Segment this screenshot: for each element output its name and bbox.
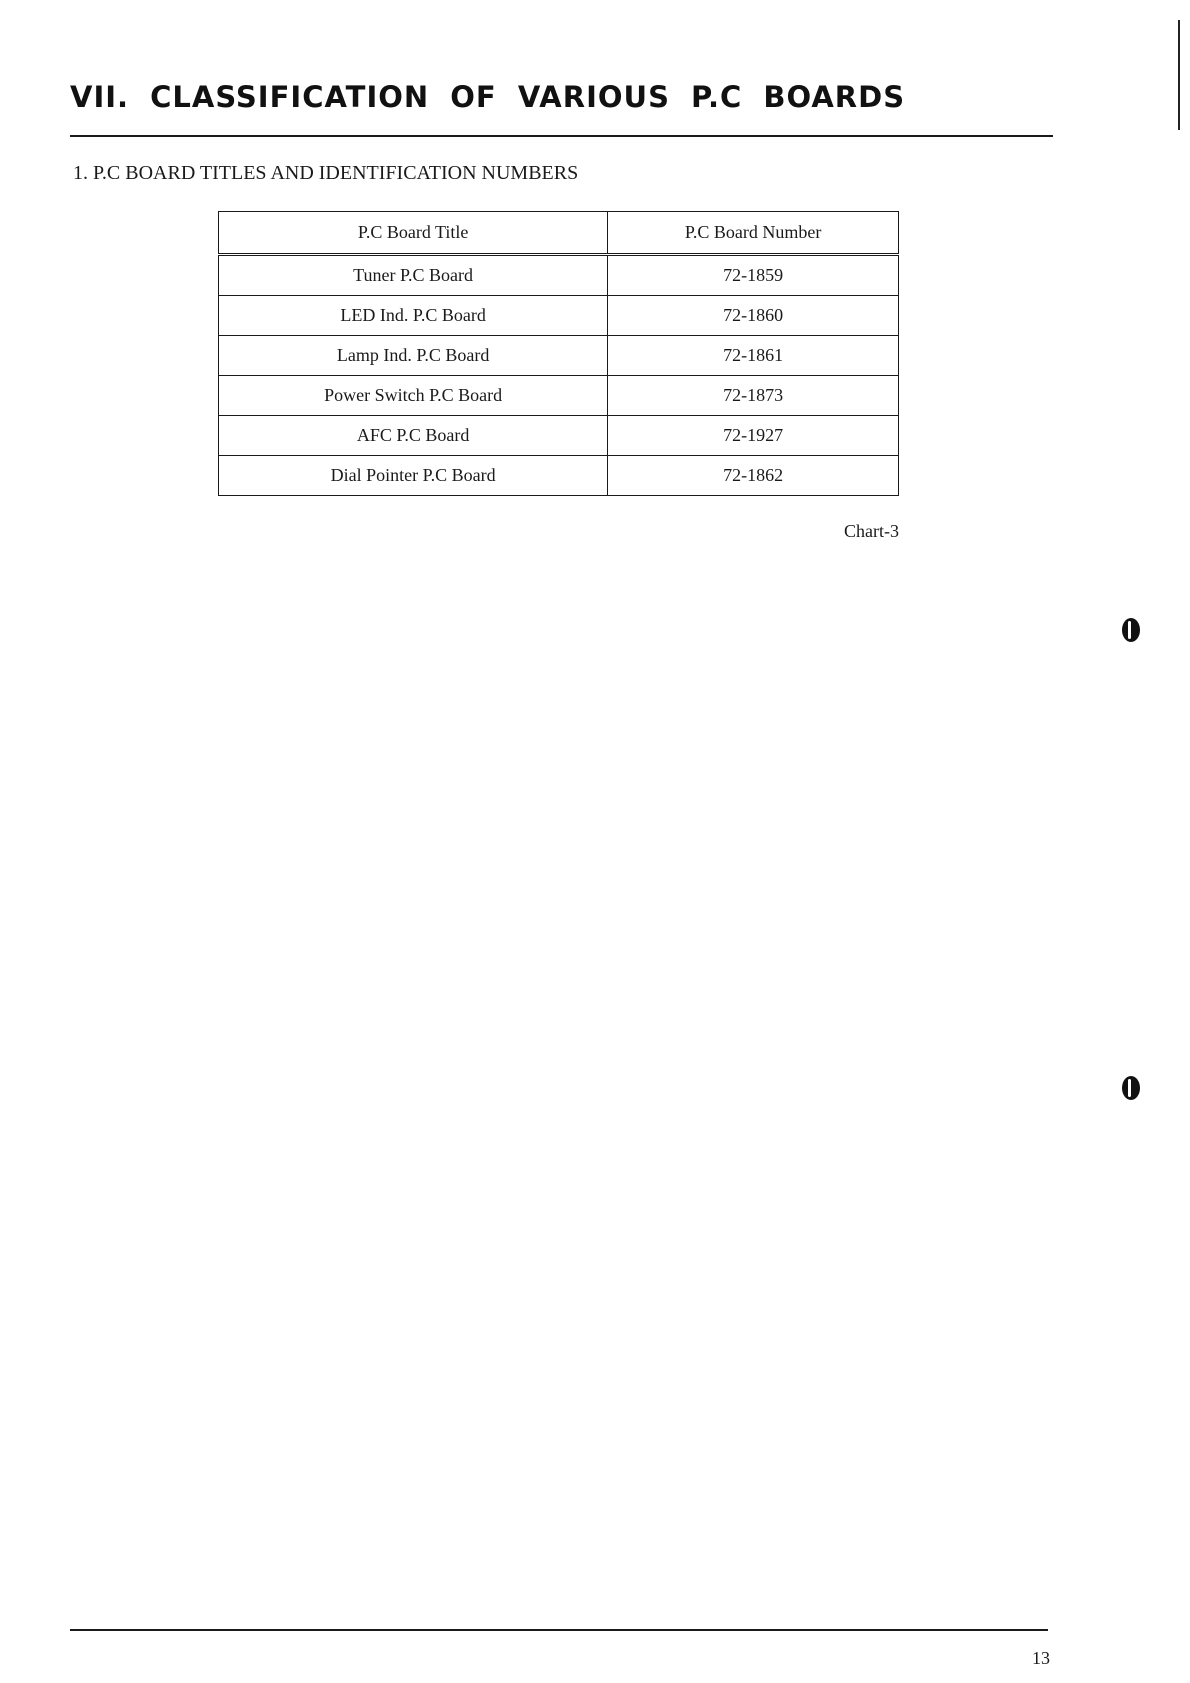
board-title-cell: Power Switch P.C Board	[219, 376, 608, 416]
margin-bar	[1178, 20, 1180, 130]
board-title-cell: Tuner P.C Board	[219, 255, 608, 296]
table-header-row	[219, 212, 899, 255]
table-row	[219, 416, 899, 456]
punch-hole-icon	[1122, 618, 1140, 642]
footer-rule	[70, 1629, 1048, 1631]
board-title-cell: Lamp Ind. P.C Board	[219, 336, 608, 376]
board-number-cell: 72-1860	[608, 296, 899, 336]
table-row	[219, 376, 899, 416]
board-number-cell: 72-1861	[608, 336, 899, 376]
board-number-cell: 72-1862	[608, 456, 899, 496]
table-row	[219, 296, 899, 336]
board-number-cell: 72-1927	[608, 416, 899, 456]
table-row	[219, 336, 899, 376]
table-row	[219, 456, 899, 496]
board-number-cell: 72-1873	[608, 376, 899, 416]
table-row	[219, 255, 899, 296]
header-rule	[70, 135, 1053, 137]
pc-board-table	[218, 211, 899, 496]
column-header-title: P.C Board Title	[219, 212, 608, 255]
board-number-cell: 72-1859	[608, 255, 899, 296]
column-header-number: P.C Board Number	[608, 212, 899, 255]
chart-caption: Chart-3	[844, 521, 899, 541]
subheading: 1. P.C BOARD TITLES AND IDENTIFICATION NUMBERS	[73, 162, 579, 184]
page-number: 13	[1032, 1648, 1050, 1668]
board-title-cell: LED Ind. P.C Board	[219, 296, 608, 336]
board-title-cell: AFC P.C Board	[219, 416, 608, 456]
punch-hole-icon	[1122, 1076, 1140, 1100]
section-title: VII. CLASSIFICATION OF VARIOUS P.C BOARDS	[70, 80, 906, 114]
board-title-cell: Dial Pointer P.C Board	[219, 456, 608, 496]
